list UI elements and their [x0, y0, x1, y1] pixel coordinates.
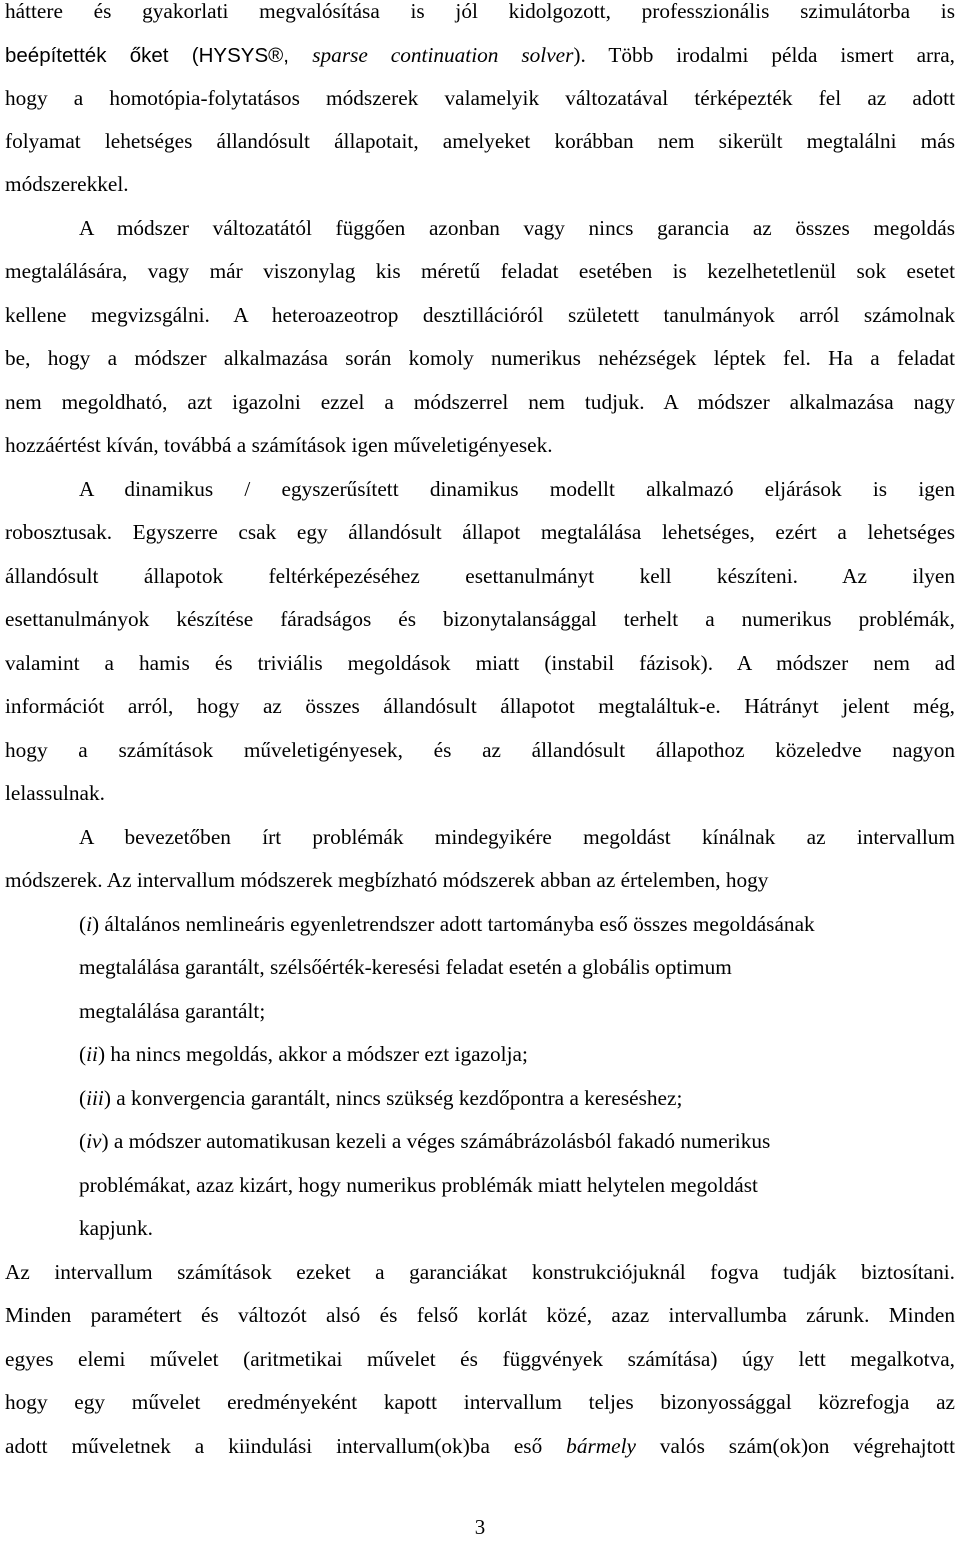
list-item [79, 909, 955, 939]
text-span: ). Több irodalmi példa ismert arra, [573, 43, 955, 67]
list-marker: i [86, 912, 93, 936]
text-line: kellene megvizsgálni. A heteroazeotrop desztillációról született tanulmányok arról számolnak [5, 303, 955, 327]
text-span: adott műveletnek a kiindulási intervallum(ok)ba eső [5, 1434, 567, 1458]
list-paren: ) [103, 1086, 111, 1110]
text-line [5, 40, 955, 70]
list-item [79, 1083, 955, 1113]
text-line: hogy a homotópia-folytatásos módszerek valamelyik változatával térképezték fel az adott [5, 86, 955, 110]
page-number: 3 [474, 1515, 486, 1539]
text-line: Az intervallum számítások ezeket a garanciákat konstrukciójuknál fogva tudják biztosítani. [5, 1260, 955, 1284]
text-span: beépítették őket (HYSYS®, [5, 44, 313, 67]
text-line: lelassulnak. [5, 781, 105, 805]
list-paren: ( [79, 1129, 87, 1153]
list-item [79, 1039, 955, 1069]
text-line: módszerek. Az intervallum módszerek megbízható módszerek abban az értelemben, hogy [5, 868, 769, 892]
list-paren: ) [101, 1129, 109, 1153]
text-line: Minden paramétert és változót alsó és felső korlát közé, azaz intervallumba zárunk. Minden [5, 1303, 955, 1327]
list-item-continuation: kapjunk. [79, 1216, 153, 1240]
list-paren: ) [97, 1042, 106, 1066]
text-line: információt arról, hogy az összes állandósult állapotot megtaláltuk-e. Hátrányt jelent még, [5, 694, 955, 718]
text-line: A módszer változatától függően azonban vagy nincs garancia az összes megoldás [79, 216, 955, 240]
list-item-continuation: problémákat, azaz kizárt, hogy numerikus problémák miatt helytelen megoldást [79, 1173, 758, 1197]
list-item-continuation: megtalálása garantált; [79, 999, 266, 1023]
list-paren: ( [79, 912, 87, 936]
list-paren: ( [79, 1042, 87, 1066]
text-line [5, 1431, 955, 1461]
text-line: állandósult állapotok feltérképezéséhez esettanulmányt kell készíteni. Az ilyen [5, 564, 955, 588]
list-text: általános nemlineáris egyenletrendszer adott tartományba eső összes megoldásának [99, 912, 815, 936]
italic-term: sparse continuation solver [312, 43, 574, 67]
list-marker: iv [86, 1129, 102, 1153]
text-line: háttere és gyakorlati megvalósítása is jól kidolgozott, professzionális szimulátorba is [5, 0, 955, 23]
text-line: módszerekkel. [5, 172, 129, 196]
text-line: egyes elemi művelet (aritmetikai művelet és függvények számítása) úgy lett megalkotva, [5, 1347, 955, 1371]
list-paren: ) [92, 912, 100, 936]
text-line: folyamat lehetséges állandósult állapotait, amelyeket korábban nem sikerült megtalálni más [5, 129, 955, 153]
list-item [79, 1126, 955, 1156]
text-line: be, hogy a módszer alkalmazása során komoly numerikus nehézségek léptek fel. Ha a feladat [5, 346, 955, 370]
text-span: valós szám(ok)on végrehajtott [635, 1434, 955, 1458]
list-marker: ii [86, 1042, 98, 1066]
text-line: megtalálására, vagy már viszonylag kis méretű feladat esetében is kezelhetetlenül sok esetet [5, 259, 955, 283]
text-line: A bevezetőben írt problémák mindegyikére megoldást kínálnak az intervallum [79, 825, 955, 849]
italic-term: bármely [566, 1434, 636, 1458]
text-line: hozzáértést kíván, továbbá a számítások igen műveletigényesek. [5, 433, 553, 457]
text-line: nem megoldható, azt igazolni ezzel a módszerrel nem tudjuk. A módszer alkalmazása nagy [5, 390, 955, 414]
text-line: hogy egy művelet eredményeként kapott intervallum teljes bizonyossággal közrefogja az [5, 1390, 955, 1414]
text-line: valamint a hamis és triviális megoldások miatt (instabil fázisok). A módszer nem ad [5, 651, 955, 675]
list-text: a konvergencia garantált, nincs szükség kezdőpontra a kereséshez; [110, 1086, 683, 1110]
text-line: hogy a számítások műveletigényesek, és az állandósult állapothoz közeledve nagyon [5, 738, 955, 762]
list-paren: ( [79, 1086, 87, 1110]
list-item-continuation: megtalálása garantált, szélsőérték-keresési feladat esetén a globális optimum [79, 955, 732, 979]
list-text: ha nincs megoldás, akkor a módszer ezt igazolja; [105, 1042, 528, 1066]
text-line: esettanulmányok készítése fáradságos és bizonytalansággal terhelt a numerikus problémák, [5, 607, 955, 631]
list-marker: iii [86, 1086, 104, 1110]
list-text: a módszer automatikusan kezeli a véges számábrázolásból fakadó numerikus [108, 1129, 771, 1153]
text-line: A dinamikus / egyszerűsített dinamikus modellt alkalmazó eljárások is igen [79, 477, 955, 501]
text-line: robosztusak. Egyszerre csak egy állandósult állapot megtalálása lehetséges, ezért a lehetséges [5, 520, 955, 544]
